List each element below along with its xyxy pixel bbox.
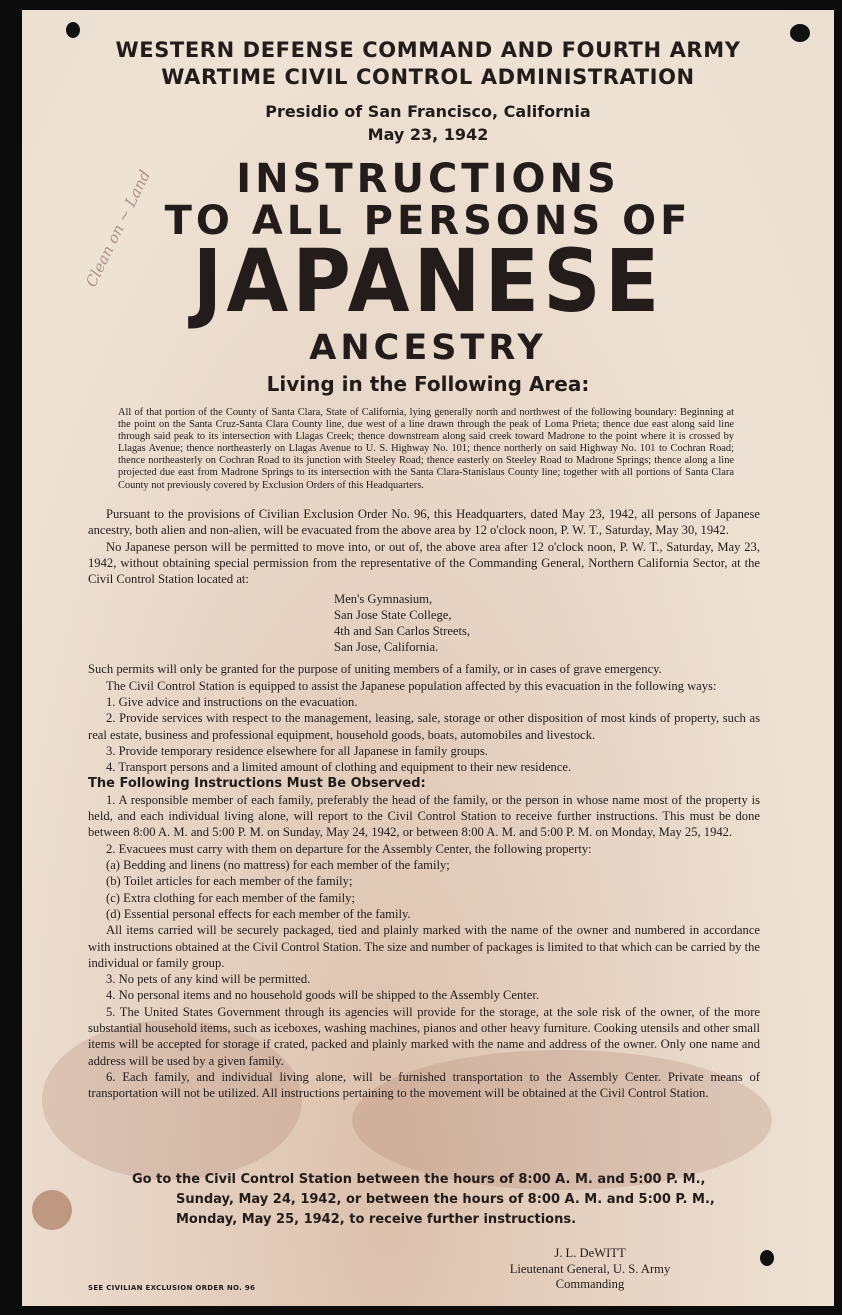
report-instructions [132, 1170, 772, 1230]
signature-block [470, 1246, 710, 1293]
footer-note: SEE CIVILIAN EXCLUSION ORDER NO. 96 [88, 1284, 256, 1292]
address-line: San Jose, California. [334, 640, 439, 655]
property-item: (d) Essential personal effects for each member of the family. [106, 906, 411, 921]
instruction-item: 4. No personal items and no household goods will be shipped to the Assembly Center. [106, 988, 540, 1003]
pencil-annotation: Clean on ~ Land [82, 167, 155, 290]
title-ancestry: ANCESTRY [309, 328, 547, 368]
paragraph: All items carried will be securely packaged, tied and plainly marked with the name of the owner and numbered in accordance with instructions obtained at the Civil Control Station. The size and number of packages is limited to that which can be carried by the individual or family group. [88, 923, 760, 970]
list-item: 1. Give advice and instructions on the evacuation. [106, 695, 358, 710]
instructions-heading: The Following Instructions Must Be Observed: [88, 775, 426, 791]
title-to-all-persons: TO ALL PERSONS OF [164, 198, 692, 244]
instruction-item: 6. Each family, and individual living alone, will be furnished transportation to the Assembly Center. Private means of transportation will not be utilized. All instructions pertaining to the movement will be obtained at the Civil Control Station. [88, 1069, 760, 1101]
title-instructions: INSTRUCTIONS [236, 156, 620, 202]
address-line: 4th and San Carlos Streets, [334, 624, 471, 639]
tack-hole [66, 22, 80, 38]
report-line: Monday, May 25, 1942, to receive further instructions. [176, 1212, 577, 1227]
property-item: (b) Toilet articles for each member of the family; [106, 874, 353, 889]
property-item: (c) Extra clothing for each member of the family; [106, 890, 355, 905]
property-item: (a) Bedding and linens (no mattress) for each member of the family; [106, 858, 450, 873]
list-item: 3. Provide temporary residence elsewhere for all Japanese in family groups. [106, 743, 488, 758]
paragraph: Such permits will only be granted for the purpose of uniting members of a family, or in cases of grave emergency. [88, 662, 662, 677]
area-description: All of that portion of the County of Santa Clara, State of California, lying generally north and northwest of the following boundary: Beginning at the point on the Santa Cruz-Santa Clara County line, due west of a line drawn through the peak of Loma Prieta; thence due east along said line through said peak to its intersection with Llagas Creek; thence downstream along said creek toward Madrone to the point where it is crossed by Llagas Avenue; thence northeasterly on Llagas Avenue to U. S. Highway No. 101; thence northerly on said Highway No. 101 to Cochran Road; thence northeasterly on Cochran Road to its junction with Steeley Road; thence easterly on Steeley Road to Madrone Springs; thence along a line projected due east from Madrone Springs to its intersection with the Santa Clara-Stanislaus County line; together with all portions of Santa Clara County not previously covered by Exclusion Orders of this Headquarters. [118, 407, 734, 491]
header-date: May 23, 1942 [367, 125, 489, 144]
list-item: 2. Provide services with respect to the management, leasing, sale, storage or other disposition of most kinds of property, such as real estate, business and professional equipment, household goods, boats, automobiles and livestock. [88, 711, 760, 742]
header-administration: WARTIME CIVIL CONTROL ADMINISTRATION [161, 65, 695, 89]
title-japanese: JAPANESE [192, 231, 664, 332]
paragraph: The Civil Control Station is equipped to assist the Japanese population affected by this evacuation in the following ways: [106, 678, 717, 693]
civil-control-station-address [88, 591, 760, 655]
instruction-item: 3. No pets of any kind will be permitted. [106, 972, 311, 987]
title-living-area: Living in the Following Area: [266, 372, 590, 396]
exclusion-order-poster [22, 10, 834, 1306]
signer-role: Commanding [555, 1277, 625, 1291]
address-line: San Jose State College, [334, 608, 452, 623]
body-text [88, 506, 760, 1102]
header-command: WESTERN DEFENSE COMMAND AND FOURTH ARMY [115, 38, 741, 62]
paragraph: No Japanese person will be permitted to move into, or out of, the above area after 12 o'clock noon, P. W. T., Saturday, May 23, 1942, without obtaining special permission from the representative of the Commanding General, Northern California Sector, at the Civil Control Station located at: [88, 539, 760, 587]
instruction-item: 1. A responsible member of each family, preferably the head of the family, or the person in whose name most of the property is held, and each individual living alone, will report to the Civil Control Station to receive further instructions. This must be done between 8:00 A. M. and 5:00 P. M. on Sunday, May 24, 1942, or between 8:00 A. M. and 5:00 P. M. on Monday, May 25, 1942. [88, 792, 760, 840]
instruction-item: 5. The United States Government through its agencies will provide for the storage, at the sole risk of the owner, of the more substantial household items, such as iceboxes, washing machines, pianos and other heavy furniture. Cooking utensils and other small items will be accepted for storage if crated, packed and plainly marked with the name and address of the owner. Only one name and address will be used by a given family. [88, 1004, 760, 1068]
address-line: Men's Gymnasium, [334, 592, 433, 607]
header-location: Presidio of San Francisco, California [265, 102, 591, 121]
report-line: Go to the Civil Control Station between the hours of 8:00 A. M. and 5:00 P. M., [132, 1172, 706, 1187]
report-line: Sunday, May 24, 1942, or between the hours of 8:00 A. M. and 5:00 P. M., [176, 1192, 715, 1207]
paragraph: Pursuant to the provisions of Civilian Exclusion Order No. 96, this Headquarters, dated May 23, 1942, all persons of Japanese ancestry, both alien and non-alien, will be evacuated from the above area by 12 o'clock noon, P. W. T., Saturday, May 30, 1942. [88, 507, 760, 538]
signer-name: J. L. DeWITT [554, 1246, 626, 1260]
tack-hole [760, 1250, 774, 1266]
instruction-item: 2. Evacuees must carry with them on departure for the Assembly Center, the following property: [106, 841, 592, 856]
signer-rank: Lieutenant General, U. S. Army [509, 1261, 671, 1276]
rust-spot [32, 1190, 72, 1230]
list-item: 4. Transport persons and a limited amount of clothing and equipment to their new residence. [106, 760, 572, 775]
